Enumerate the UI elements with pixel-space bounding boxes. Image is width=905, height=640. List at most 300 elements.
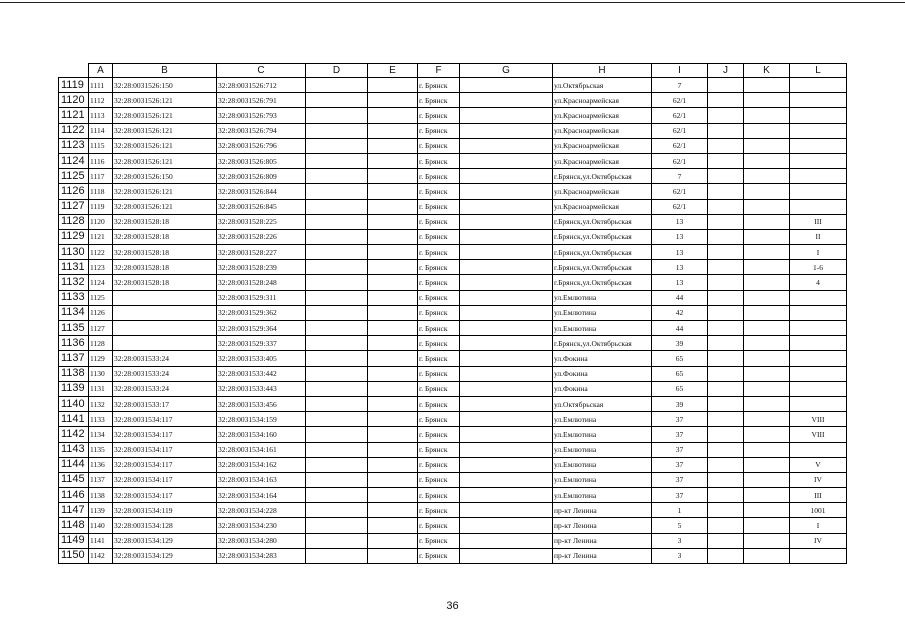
cell-f[interactable]: г. Брянск bbox=[418, 138, 460, 153]
cell-i[interactable]: 44 bbox=[652, 290, 708, 305]
cell-e[interactable] bbox=[368, 138, 418, 153]
cell-c[interactable]: 32:28:0031534:160 bbox=[217, 427, 306, 442]
cell-h[interactable]: ул.Емлютина bbox=[553, 457, 652, 472]
cell-l[interactable] bbox=[790, 305, 847, 320]
cell-a[interactable]: 1124 bbox=[89, 275, 113, 290]
column-header-k[interactable]: K bbox=[744, 64, 790, 78]
cell-c[interactable]: 32:28:0031528:248 bbox=[217, 275, 306, 290]
cell-d[interactable] bbox=[306, 427, 368, 442]
cell-d[interactable] bbox=[306, 503, 368, 518]
cell-g[interactable] bbox=[460, 488, 553, 503]
cell-i[interactable]: 13 bbox=[652, 260, 708, 275]
row-number[interactable]: 1120 bbox=[59, 93, 89, 108]
row-number[interactable]: 1142 bbox=[59, 427, 89, 442]
cell-j[interactable] bbox=[708, 275, 744, 290]
cell-j[interactable] bbox=[708, 184, 744, 199]
cell-i[interactable]: 37 bbox=[652, 442, 708, 457]
cell-f[interactable]: г. Брянск bbox=[418, 488, 460, 503]
cell-j[interactable] bbox=[708, 108, 744, 123]
cell-f[interactable]: г. Брянск bbox=[418, 153, 460, 168]
cell-k[interactable] bbox=[744, 229, 790, 244]
cell-b[interactable]: 32:28:0031533:24 bbox=[113, 366, 217, 381]
cell-c[interactable]: 32:28:0031533:405 bbox=[217, 351, 306, 366]
cell-k[interactable] bbox=[744, 457, 790, 472]
column-header-e[interactable]: E bbox=[368, 64, 418, 78]
cell-g[interactable] bbox=[460, 351, 553, 366]
cell-k[interactable] bbox=[744, 381, 790, 396]
cell-c[interactable]: 32:28:0031526:712 bbox=[217, 78, 306, 93]
cell-a[interactable]: 1137 bbox=[89, 472, 113, 487]
cell-b[interactable]: 32:28:0031526:121 bbox=[113, 153, 217, 168]
cell-b[interactable]: 32:28:0031526:121 bbox=[113, 138, 217, 153]
row-number[interactable]: 1128 bbox=[59, 214, 89, 229]
cell-k[interactable] bbox=[744, 123, 790, 138]
cell-d[interactable] bbox=[306, 260, 368, 275]
cell-d[interactable] bbox=[306, 153, 368, 168]
cell-l[interactable]: VIII bbox=[790, 427, 847, 442]
cell-h[interactable]: ул.Октябрьская bbox=[553, 396, 652, 411]
cell-e[interactable] bbox=[368, 275, 418, 290]
cell-l[interactable] bbox=[790, 336, 847, 351]
cell-i[interactable]: 37 bbox=[652, 472, 708, 487]
cell-e[interactable] bbox=[368, 457, 418, 472]
row-number[interactable]: 1133 bbox=[59, 290, 89, 305]
cell-i[interactable]: 3 bbox=[652, 548, 708, 563]
cell-h[interactable]: пр-кт Ленина bbox=[553, 548, 652, 563]
cell-k[interactable] bbox=[744, 245, 790, 260]
cell-i[interactable]: 39 bbox=[652, 336, 708, 351]
cell-l[interactable] bbox=[790, 290, 847, 305]
row-number[interactable]: 1143 bbox=[59, 442, 89, 457]
cell-f[interactable]: г. Брянск bbox=[418, 427, 460, 442]
cell-f[interactable]: г. Брянск bbox=[418, 93, 460, 108]
cell-i[interactable]: 37 bbox=[652, 488, 708, 503]
cell-d[interactable] bbox=[306, 336, 368, 351]
cell-c[interactable]: 32:28:0031526:791 bbox=[217, 93, 306, 108]
cell-k[interactable] bbox=[744, 169, 790, 184]
cell-l[interactable] bbox=[790, 93, 847, 108]
cell-j[interactable] bbox=[708, 245, 744, 260]
cell-c[interactable]: 32:28:0031529:311 bbox=[217, 290, 306, 305]
cell-h[interactable]: пр-кт Ленина bbox=[553, 503, 652, 518]
cell-i[interactable]: 7 bbox=[652, 169, 708, 184]
cell-f[interactable]: г. Брянск bbox=[418, 214, 460, 229]
cell-g[interactable] bbox=[460, 396, 553, 411]
cell-k[interactable] bbox=[744, 427, 790, 442]
cell-j[interactable] bbox=[708, 153, 744, 168]
cell-l[interactable] bbox=[790, 138, 847, 153]
row-number[interactable]: 1149 bbox=[59, 533, 89, 548]
cell-i[interactable]: 13 bbox=[652, 229, 708, 244]
cell-d[interactable] bbox=[306, 533, 368, 548]
cell-k[interactable] bbox=[744, 93, 790, 108]
cell-k[interactable] bbox=[744, 108, 790, 123]
cell-l[interactable]: 1-6 bbox=[790, 260, 847, 275]
cell-g[interactable] bbox=[460, 169, 553, 184]
cell-c[interactable]: 32:28:0031534:283 bbox=[217, 548, 306, 563]
cell-l[interactable] bbox=[790, 184, 847, 199]
cell-e[interactable] bbox=[368, 290, 418, 305]
cell-a[interactable]: 1130 bbox=[89, 366, 113, 381]
cell-h[interactable]: г.Брянск,ул.Октябрьская bbox=[553, 336, 652, 351]
cell-a[interactable]: 1111 bbox=[89, 78, 113, 93]
cell-b[interactable]: 32:28:0031534:119 bbox=[113, 503, 217, 518]
cell-j[interactable] bbox=[708, 427, 744, 442]
cell-l[interactable] bbox=[790, 123, 847, 138]
cell-c[interactable]: 32:28:0031534:164 bbox=[217, 488, 306, 503]
cell-d[interactable] bbox=[306, 305, 368, 320]
cell-a[interactable]: 1142 bbox=[89, 548, 113, 563]
cell-b[interactable]: 32:28:0031534:129 bbox=[113, 533, 217, 548]
cell-a[interactable]: 1117 bbox=[89, 169, 113, 184]
cell-g[interactable] bbox=[460, 381, 553, 396]
cell-k[interactable] bbox=[744, 472, 790, 487]
cell-b[interactable]: 32:28:0031534:129 bbox=[113, 548, 217, 563]
cell-e[interactable] bbox=[368, 442, 418, 457]
cell-j[interactable] bbox=[708, 396, 744, 411]
cell-j[interactable] bbox=[708, 412, 744, 427]
cell-d[interactable] bbox=[306, 123, 368, 138]
cell-f[interactable]: г. Брянск bbox=[418, 457, 460, 472]
cell-i[interactable]: 44 bbox=[652, 321, 708, 336]
cell-e[interactable] bbox=[368, 214, 418, 229]
cell-f[interactable]: г. Брянск bbox=[418, 123, 460, 138]
cell-a[interactable]: 1123 bbox=[89, 260, 113, 275]
cell-d[interactable] bbox=[306, 488, 368, 503]
cell-f[interactable]: г. Брянск bbox=[418, 245, 460, 260]
cell-h[interactable]: г.Брянск,ул.Октябрьская bbox=[553, 214, 652, 229]
cell-g[interactable] bbox=[460, 336, 553, 351]
cell-j[interactable] bbox=[708, 366, 744, 381]
cell-c[interactable]: 32:28:0031528:227 bbox=[217, 245, 306, 260]
cell-f[interactable]: г. Брянск bbox=[418, 305, 460, 320]
cell-d[interactable] bbox=[306, 138, 368, 153]
cell-a[interactable]: 1112 bbox=[89, 93, 113, 108]
cell-g[interactable] bbox=[460, 503, 553, 518]
cell-i[interactable]: 62/1 bbox=[652, 138, 708, 153]
row-number[interactable]: 1136 bbox=[59, 336, 89, 351]
cell-b[interactable]: 32:28:0031533:24 bbox=[113, 351, 217, 366]
cell-d[interactable] bbox=[306, 381, 368, 396]
cell-e[interactable] bbox=[368, 184, 418, 199]
row-number[interactable]: 1147 bbox=[59, 503, 89, 518]
cell-l[interactable]: 4 bbox=[790, 275, 847, 290]
cell-e[interactable] bbox=[368, 169, 418, 184]
cell-e[interactable] bbox=[368, 412, 418, 427]
cell-b[interactable]: 32:28:0031528:18 bbox=[113, 260, 217, 275]
cell-f[interactable]: г. Брянск bbox=[418, 199, 460, 214]
row-number[interactable]: 1144 bbox=[59, 457, 89, 472]
cell-g[interactable] bbox=[460, 78, 553, 93]
cell-f[interactable]: г. Брянск bbox=[418, 503, 460, 518]
cell-g[interactable] bbox=[460, 290, 553, 305]
cell-h[interactable]: ул.Красноармейская bbox=[553, 93, 652, 108]
cell-f[interactable]: г. Брянск bbox=[418, 290, 460, 305]
cell-k[interactable] bbox=[744, 138, 790, 153]
column-header-b[interactable]: B bbox=[113, 64, 217, 78]
cell-l[interactable]: I bbox=[790, 245, 847, 260]
cell-i[interactable]: 13 bbox=[652, 214, 708, 229]
cell-i[interactable]: 37 bbox=[652, 427, 708, 442]
cell-d[interactable] bbox=[306, 169, 368, 184]
cell-d[interactable] bbox=[306, 518, 368, 533]
cell-k[interactable] bbox=[744, 518, 790, 533]
row-number[interactable]: 1140 bbox=[59, 396, 89, 411]
row-number[interactable]: 1141 bbox=[59, 412, 89, 427]
cell-d[interactable] bbox=[306, 548, 368, 563]
cell-k[interactable] bbox=[744, 184, 790, 199]
cell-h[interactable]: ул.Красноармейская bbox=[553, 199, 652, 214]
cell-b[interactable]: 32:28:0031526:121 bbox=[113, 184, 217, 199]
cell-g[interactable] bbox=[460, 260, 553, 275]
cell-g[interactable] bbox=[460, 214, 553, 229]
cell-e[interactable] bbox=[368, 488, 418, 503]
cell-c[interactable]: 32:28:0031533:443 bbox=[217, 381, 306, 396]
cell-d[interactable] bbox=[306, 214, 368, 229]
cell-e[interactable] bbox=[368, 533, 418, 548]
cell-i[interactable]: 3 bbox=[652, 533, 708, 548]
cell-g[interactable] bbox=[460, 184, 553, 199]
cell-d[interactable] bbox=[306, 93, 368, 108]
cell-l[interactable]: III bbox=[790, 488, 847, 503]
row-number[interactable]: 1130 bbox=[59, 245, 89, 260]
cell-k[interactable] bbox=[744, 153, 790, 168]
cell-l[interactable]: V bbox=[790, 457, 847, 472]
row-number[interactable]: 1123 bbox=[59, 138, 89, 153]
cell-g[interactable] bbox=[460, 245, 553, 260]
cell-c[interactable]: 32:28:0031529:364 bbox=[217, 321, 306, 336]
cell-i[interactable]: 65 bbox=[652, 351, 708, 366]
cell-e[interactable] bbox=[368, 336, 418, 351]
column-header-f[interactable]: F bbox=[418, 64, 460, 78]
cell-c[interactable]: 32:28:0031526:796 bbox=[217, 138, 306, 153]
cell-a[interactable]: 1122 bbox=[89, 245, 113, 260]
row-number[interactable]: 1119 bbox=[59, 78, 89, 93]
cell-j[interactable] bbox=[708, 290, 744, 305]
cell-h[interactable]: ул.Красноармейская bbox=[553, 138, 652, 153]
cell-e[interactable] bbox=[368, 427, 418, 442]
cell-a[interactable]: 1136 bbox=[89, 457, 113, 472]
cell-l[interactable] bbox=[790, 351, 847, 366]
cell-i[interactable]: 5 bbox=[652, 518, 708, 533]
cell-e[interactable] bbox=[368, 503, 418, 518]
cell-b[interactable]: 32:28:0031526:150 bbox=[113, 78, 217, 93]
cell-d[interactable] bbox=[306, 321, 368, 336]
cell-a[interactable]: 1114 bbox=[89, 123, 113, 138]
cell-a[interactable]: 1126 bbox=[89, 305, 113, 320]
cell-g[interactable] bbox=[460, 275, 553, 290]
cell-e[interactable] bbox=[368, 199, 418, 214]
cell-l[interactable]: 1001 bbox=[790, 503, 847, 518]
cell-k[interactable] bbox=[744, 260, 790, 275]
cell-h[interactable]: ул.Красноармейская bbox=[553, 108, 652, 123]
cell-h[interactable]: ул.Красноармейская bbox=[553, 184, 652, 199]
cell-j[interactable] bbox=[708, 260, 744, 275]
cell-j[interactable] bbox=[708, 351, 744, 366]
cell-l[interactable] bbox=[790, 366, 847, 381]
cell-c[interactable]: 32:28:0031526:793 bbox=[217, 108, 306, 123]
cell-b[interactable]: 32:28:0031534:117 bbox=[113, 442, 217, 457]
cell-g[interactable] bbox=[460, 229, 553, 244]
column-header-a[interactable]: A bbox=[89, 64, 113, 78]
cell-i[interactable]: 65 bbox=[652, 366, 708, 381]
cell-i[interactable]: 62/1 bbox=[652, 184, 708, 199]
cell-g[interactable] bbox=[460, 305, 553, 320]
cell-b[interactable] bbox=[113, 321, 217, 336]
cell-j[interactable] bbox=[708, 472, 744, 487]
cell-k[interactable] bbox=[744, 503, 790, 518]
row-number[interactable]: 1139 bbox=[59, 381, 89, 396]
row-number[interactable]: 1131 bbox=[59, 260, 89, 275]
cell-d[interactable] bbox=[306, 275, 368, 290]
cell-j[interactable] bbox=[708, 457, 744, 472]
cell-f[interactable]: г. Брянск bbox=[418, 78, 460, 93]
cell-l[interactable]: III bbox=[790, 214, 847, 229]
cell-b[interactable]: 32:28:0031528:18 bbox=[113, 275, 217, 290]
cell-b[interactable]: 32:28:0031526:121 bbox=[113, 199, 217, 214]
cell-a[interactable]: 1140 bbox=[89, 518, 113, 533]
cell-i[interactable]: 39 bbox=[652, 396, 708, 411]
cell-i[interactable]: 7 bbox=[652, 78, 708, 93]
cell-l[interactable] bbox=[790, 321, 847, 336]
cell-f[interactable]: г. Брянск bbox=[418, 472, 460, 487]
cell-k[interactable] bbox=[744, 533, 790, 548]
cell-h[interactable]: г.Брянск,ул.Октябрьская bbox=[553, 229, 652, 244]
cell-j[interactable] bbox=[708, 321, 744, 336]
cell-l[interactable] bbox=[790, 396, 847, 411]
cell-e[interactable] bbox=[368, 396, 418, 411]
cell-d[interactable] bbox=[306, 472, 368, 487]
row-number[interactable]: 1121 bbox=[59, 108, 89, 123]
cell-d[interactable] bbox=[306, 199, 368, 214]
cell-b[interactable]: 32:28:0031534:117 bbox=[113, 457, 217, 472]
cell-g[interactable] bbox=[460, 321, 553, 336]
cell-g[interactable] bbox=[460, 457, 553, 472]
cell-k[interactable] bbox=[744, 366, 790, 381]
cell-j[interactable] bbox=[708, 93, 744, 108]
cell-h[interactable]: ул.Красноармейская bbox=[553, 153, 652, 168]
cell-h[interactable]: ул.Емлютина bbox=[553, 472, 652, 487]
cell-b[interactable]: 32:28:0031526:121 bbox=[113, 108, 217, 123]
cell-j[interactable] bbox=[708, 138, 744, 153]
cell-c[interactable]: 32:28:0031534:159 bbox=[217, 412, 306, 427]
cell-f[interactable]: г. Брянск bbox=[418, 548, 460, 563]
cell-c[interactable]: 32:28:0031526:844 bbox=[217, 184, 306, 199]
cell-g[interactable] bbox=[460, 442, 553, 457]
cell-a[interactable]: 1141 bbox=[89, 533, 113, 548]
cell-e[interactable] bbox=[368, 260, 418, 275]
cell-k[interactable] bbox=[744, 351, 790, 366]
cell-l[interactable] bbox=[790, 199, 847, 214]
cell-a[interactable]: 1131 bbox=[89, 381, 113, 396]
cell-a[interactable]: 1119 bbox=[89, 199, 113, 214]
cell-k[interactable] bbox=[744, 321, 790, 336]
cell-l[interactable]: II bbox=[790, 229, 847, 244]
cell-g[interactable] bbox=[460, 153, 553, 168]
cell-h[interactable]: ул.Емлютина bbox=[553, 488, 652, 503]
row-number[interactable]: 1132 bbox=[59, 275, 89, 290]
cell-d[interactable] bbox=[306, 78, 368, 93]
cell-d[interactable] bbox=[306, 229, 368, 244]
cell-h[interactable]: ул.Емлютина bbox=[553, 412, 652, 427]
cell-k[interactable] bbox=[744, 442, 790, 457]
cell-d[interactable] bbox=[306, 184, 368, 199]
row-number[interactable]: 1138 bbox=[59, 366, 89, 381]
row-number[interactable]: 1146 bbox=[59, 488, 89, 503]
cell-f[interactable]: г. Брянск bbox=[418, 396, 460, 411]
cell-a[interactable]: 1121 bbox=[89, 229, 113, 244]
cell-i[interactable]: 62/1 bbox=[652, 108, 708, 123]
cell-l[interactable]: I bbox=[790, 518, 847, 533]
cell-h[interactable]: ул.Фокина bbox=[553, 351, 652, 366]
cell-g[interactable] bbox=[460, 108, 553, 123]
cell-h[interactable]: ул.Емлютина bbox=[553, 305, 652, 320]
cell-k[interactable] bbox=[744, 275, 790, 290]
cell-f[interactable]: г. Брянск bbox=[418, 366, 460, 381]
row-number[interactable]: 1122 bbox=[59, 123, 89, 138]
cell-j[interactable] bbox=[708, 488, 744, 503]
row-number[interactable]: 1150 bbox=[59, 548, 89, 563]
cell-a[interactable]: 1129 bbox=[89, 351, 113, 366]
cell-f[interactable]: г. Брянск bbox=[418, 533, 460, 548]
cell-b[interactable]: 32:28:0031526:150 bbox=[113, 169, 217, 184]
cell-k[interactable] bbox=[744, 336, 790, 351]
row-number[interactable]: 1148 bbox=[59, 518, 89, 533]
cell-k[interactable] bbox=[744, 199, 790, 214]
column-header-d[interactable]: D bbox=[306, 64, 368, 78]
cell-c[interactable]: 32:28:0031533:456 bbox=[217, 396, 306, 411]
cell-e[interactable] bbox=[368, 381, 418, 396]
cell-f[interactable]: г. Брянск bbox=[418, 518, 460, 533]
cell-j[interactable] bbox=[708, 442, 744, 457]
cell-b[interactable]: 32:28:0031534:117 bbox=[113, 427, 217, 442]
cell-l[interactable] bbox=[790, 442, 847, 457]
cell-b[interactable]: 32:28:0031526:121 bbox=[113, 93, 217, 108]
cell-h[interactable]: г.Брянск,ул.Октябрьская bbox=[553, 275, 652, 290]
cell-a[interactable]: 1118 bbox=[89, 184, 113, 199]
cell-j[interactable] bbox=[708, 123, 744, 138]
cell-b[interactable] bbox=[113, 336, 217, 351]
row-number[interactable]: 1126 bbox=[59, 184, 89, 199]
cell-i[interactable]: 37 bbox=[652, 457, 708, 472]
cell-d[interactable] bbox=[306, 290, 368, 305]
cell-h[interactable]: пр-кт Ленина bbox=[553, 533, 652, 548]
cell-l[interactable] bbox=[790, 169, 847, 184]
cell-g[interactable] bbox=[460, 138, 553, 153]
column-header-i[interactable]: I bbox=[652, 64, 708, 78]
cell-f[interactable]: г. Брянск bbox=[418, 108, 460, 123]
row-number[interactable]: 1134 bbox=[59, 305, 89, 320]
cell-g[interactable] bbox=[460, 366, 553, 381]
cell-f[interactable]: г. Брянск bbox=[418, 336, 460, 351]
cell-h[interactable]: пр-кт Ленина bbox=[553, 518, 652, 533]
cell-f[interactable]: г. Брянск bbox=[418, 412, 460, 427]
cell-k[interactable] bbox=[744, 412, 790, 427]
cell-a[interactable]: 1120 bbox=[89, 214, 113, 229]
cell-k[interactable] bbox=[744, 548, 790, 563]
cell-j[interactable] bbox=[708, 229, 744, 244]
cell-d[interactable] bbox=[306, 396, 368, 411]
cell-b[interactable]: 32:28:0031533:24 bbox=[113, 381, 217, 396]
cell-c[interactable]: 32:28:0031526:809 bbox=[217, 169, 306, 184]
row-number[interactable]: 1135 bbox=[59, 321, 89, 336]
cell-g[interactable] bbox=[460, 412, 553, 427]
cell-a[interactable]: 1128 bbox=[89, 336, 113, 351]
cell-c[interactable]: 32:28:0031534:280 bbox=[217, 533, 306, 548]
cell-h[interactable]: ул.Фокина bbox=[553, 366, 652, 381]
cell-c[interactable]: 32:28:0031534:228 bbox=[217, 503, 306, 518]
column-header-g[interactable]: G bbox=[460, 64, 553, 78]
